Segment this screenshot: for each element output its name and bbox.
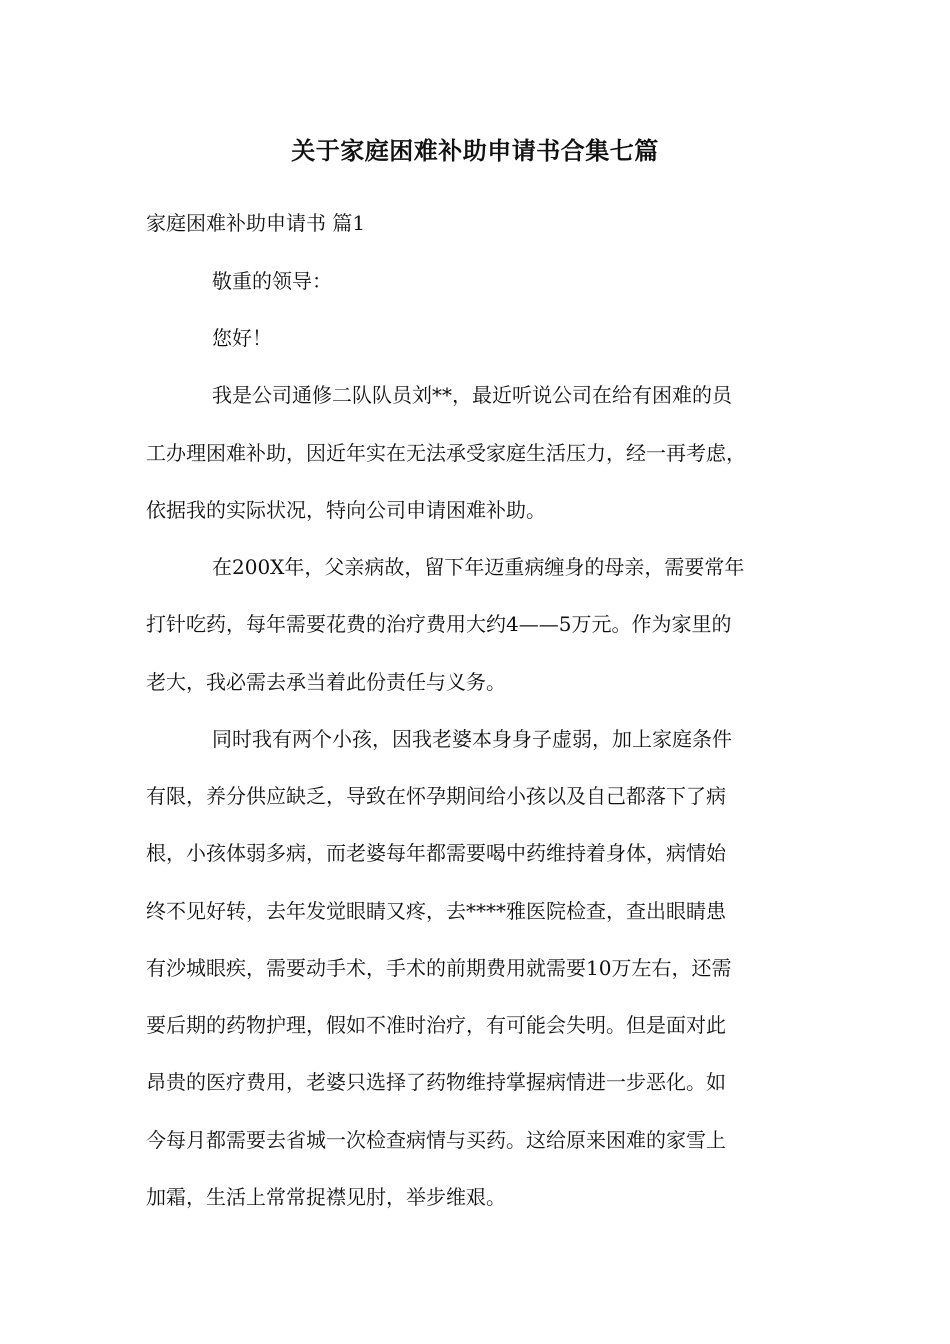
paragraph-line: 工办理困难补助，因近年实在无法承受家庭生活压力，经一再考虑， [146, 441, 746, 465]
paragraph-line: 在200X年，父亲病故，留下年迈重病缠身的母亲，需要常年 [212, 555, 745, 579]
paragraph-line: 我是公司通修二队队员刘**，最近听说公司在给有困难的员 [212, 383, 732, 407]
salutation: 敬重的领导： [212, 269, 332, 293]
paragraph-line: 昂贵的医疗费用，老婆只选择了药物维持掌握病情进一步恶化。如 [146, 1070, 726, 1094]
paragraph-line: 依据我的实际状况，特向公司申请困难补助。 [146, 498, 546, 522]
paragraph-line: 老大，我必需去承当着此份责任与义务。 [146, 670, 506, 694]
paragraph-line: 今每月都需要去省城一次检查病情与买药。这给原来困难的家雪上 [146, 1128, 726, 1152]
section-heading: 家庭困难补助申请书 篇1 [146, 211, 366, 235]
document-title: 关于家庭困难补助申请书合集七篇 [291, 136, 659, 165]
paragraph-line: 有限，养分供应缺乏，导致在怀孕期间给小孩以及自己都落下了病 [146, 784, 726, 808]
paragraph-line: 要后期的药物护理，假如不准时治疗，有可能会失明。但是面对此 [146, 1013, 726, 1037]
paragraph-line: 根，小孩体弱多病，而老婆每年都需要喝中药维持着身体，病情始 [146, 841, 726, 865]
greeting: 您好！ [212, 326, 272, 350]
paragraph-line: 同时我有两个小孩，因我老婆本身身子虚弱，加上家庭条件 [212, 727, 732, 751]
paragraph-line: 终不见好转，去年发觉眼睛又疼，去****雅医院检查，查出眼睛患 [146, 899, 726, 923]
paragraph-line: 加霜，生活上常常捉襟见肘，举步维艰。 [146, 1185, 506, 1209]
paragraph-line: 打针吃药，每年需要花费的治疗费用大约4——5万元。作为家里的 [146, 612, 732, 636]
paragraph-line: 有沙城眼疾，需要动手术，手术的前期费用就需要10万左右，还需 [146, 956, 732, 980]
